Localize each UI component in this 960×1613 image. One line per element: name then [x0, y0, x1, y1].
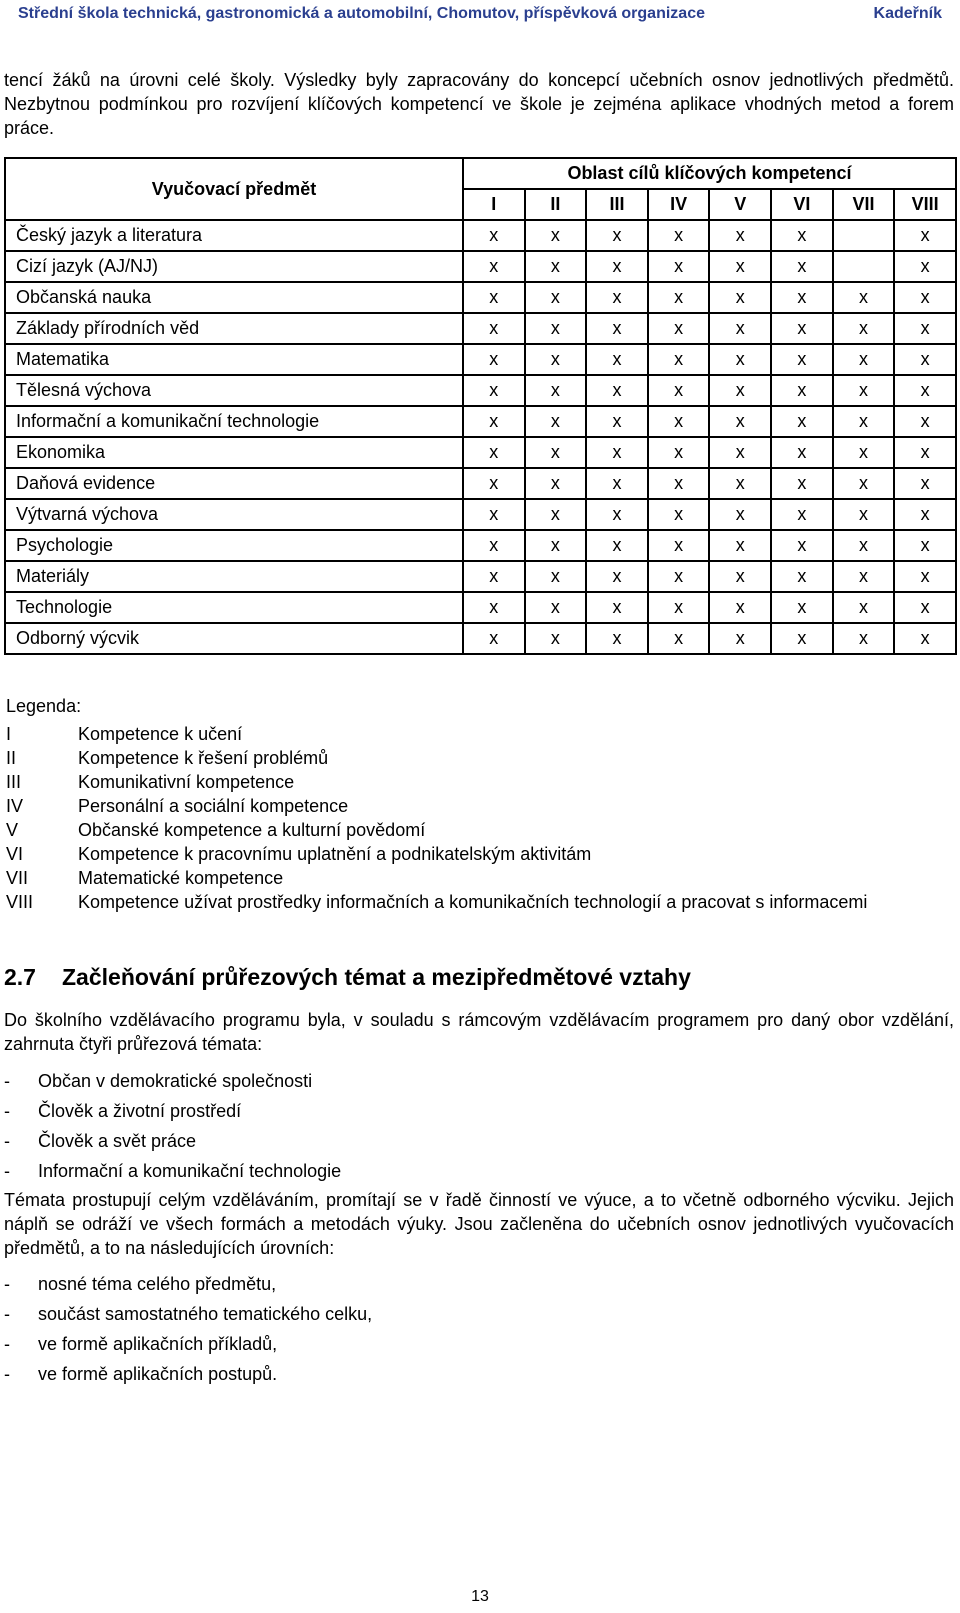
legend-text: Kompetence k řešení problémů	[78, 748, 329, 768]
competence-mark-cell: x	[771, 344, 833, 375]
list-item	[4, 1269, 372, 1299]
themes-list	[4, 1066, 341, 1186]
competence-mark-cell: x	[771, 623, 833, 654]
competence-mark-cell: x	[648, 437, 710, 468]
competence-mark-cell: x	[586, 375, 648, 406]
table-body	[5, 220, 956, 654]
section-heading	[4, 964, 691, 991]
legend-code: III	[6, 772, 22, 792]
competence-mark-cell: x	[894, 592, 956, 623]
competence-mark-cell: x	[709, 313, 771, 344]
page-header	[0, 0, 960, 28]
legend-item	[6, 842, 868, 866]
competence-mark-cell: x	[463, 344, 525, 375]
competence-mark-cell: x	[463, 282, 525, 313]
competence-mark-cell: x	[709, 499, 771, 530]
subject-name-cell: Psychologie	[5, 530, 463, 561]
competence-mark-cell: x	[771, 499, 833, 530]
competence-mark-cell: x	[709, 623, 771, 654]
competence-mark-cell: x	[709, 344, 771, 375]
competence-mark-cell: x	[648, 592, 710, 623]
subject-name-cell: Český jazyk a literatura	[5, 220, 463, 251]
competence-mark-cell: x	[648, 623, 710, 654]
list-item-text: Člověk a životní prostředí	[38, 1100, 242, 1121]
competence-mark-cell: x	[463, 592, 525, 623]
list-item-text: Informační a komunikační technologie	[38, 1160, 342, 1181]
competence-mark-cell: x	[648, 561, 710, 592]
competence-mark-cell: x	[771, 530, 833, 561]
table-row	[5, 251, 956, 282]
competence-mark-cell: x	[525, 499, 587, 530]
list-item	[4, 1156, 341, 1186]
subject-name-cell: Materiály	[5, 561, 463, 592]
competence-column-header: IV	[648, 189, 710, 220]
table-row	[5, 282, 956, 313]
competence-mark-cell: x	[648, 313, 710, 344]
competence-mark-cell: x	[648, 251, 710, 282]
list-item	[4, 1299, 372, 1329]
list-item-text: nosné téma celého předmětu,	[38, 1273, 277, 1294]
competence-mark-cell: x	[463, 375, 525, 406]
legend-text: Komunikativní kompetence	[78, 772, 295, 792]
competence-column-header: II	[525, 189, 587, 220]
list-item	[4, 1329, 372, 1359]
competence-column-header: V	[709, 189, 771, 220]
subject-name-cell: Výtvarná výchova	[5, 499, 463, 530]
competence-mark-cell: x	[586, 561, 648, 592]
list-bullet: -	[4, 1130, 10, 1151]
table-row	[5, 530, 956, 561]
competence-mark-cell: x	[709, 375, 771, 406]
competence-mark-cell: x	[894, 468, 956, 499]
competence-mark-cell: x	[709, 437, 771, 468]
legend-text: Kompetence k pracovnímu uplatnění a podnikatelským aktivitám	[78, 844, 592, 864]
competence-mark-cell: x	[525, 623, 587, 654]
table-header-row	[5, 158, 956, 189]
header-school-name: Střední škola technická, gastronomická a automobilní, Chomutov, příspěvková organizace	[18, 5, 705, 22]
competence-mark-cell: x	[648, 499, 710, 530]
subject-name-cell: Odborný výcvik	[5, 623, 463, 654]
competence-mark-cell: x	[586, 282, 648, 313]
competence-mark-cell: x	[525, 561, 587, 592]
competence-mark-cell: x	[586, 499, 648, 530]
legend-item	[6, 722, 868, 746]
competence-mark-cell: x	[833, 282, 895, 313]
competence-mark-cell: x	[586, 468, 648, 499]
legend-text: Matematické kompetence	[78, 868, 284, 888]
competence-mark-cell: x	[463, 220, 525, 251]
competence-mark-cell: x	[771, 468, 833, 499]
competence-mark-cell: x	[894, 313, 956, 344]
list-bullet: -	[4, 1333, 10, 1354]
competence-mark-cell: x	[771, 561, 833, 592]
table-row	[5, 499, 956, 530]
legend-code: II	[6, 748, 17, 768]
list-bullet: -	[4, 1363, 10, 1384]
legend-text: Personální a sociální kompetence	[78, 796, 349, 816]
list-item	[4, 1096, 341, 1126]
competence-mark-cell: x	[894, 623, 956, 654]
competence-table	[4, 157, 957, 655]
table-row	[5, 220, 956, 251]
competence-mark-cell: x	[833, 344, 895, 375]
subject-name-cell: Cizí jazyk (AJ/NJ)	[5, 251, 463, 282]
table-row	[5, 375, 956, 406]
table-row	[5, 592, 956, 623]
table-row	[5, 468, 956, 499]
paragraph-themes-integration: Témata prostupují celým vzděláváním, promítají se v řadě činností ve výuce, a to včetně odborného výcviku. Jejich náplň se odráží ve všech formách a metodách výuky. Jsou začleněna do učebních osnov jednotlivých vyučovacích předmětů, a to na následujících úrovních:	[4, 1190, 954, 1258]
competence-mark-cell: x	[833, 561, 895, 592]
competence-mark-cell: x	[894, 530, 956, 561]
competence-mark-cell: x	[525, 437, 587, 468]
competence-mark-cell: x	[709, 406, 771, 437]
competence-mark-cell: x	[894, 406, 956, 437]
page-number: 13	[471, 1588, 489, 1605]
competence-column-header: I	[463, 189, 525, 220]
subject-name-cell: Základy přírodních věd	[5, 313, 463, 344]
list-item	[4, 1126, 341, 1156]
paragraph-crosscutting-themes: Do školního vzdělávacího programu byla, v souladu s rámcovým vzdělávacím programem pro daný obor vzdělání, zahrnuta čtyři průřezová témata:	[4, 1010, 954, 1054]
competence-mark-cell: x	[525, 592, 587, 623]
competence-mark-cell: x	[463, 499, 525, 530]
legend-item	[6, 746, 868, 770]
competence-mark-cell: x	[771, 282, 833, 313]
list-item-text: ve formě aplikačních postupů.	[38, 1363, 278, 1384]
competence-mark-cell: x	[463, 561, 525, 592]
competence-mark-cell: x	[586, 220, 648, 251]
legend-list	[6, 722, 868, 914]
competence-mark-cell: x	[525, 313, 587, 344]
competence-mark-cell: x	[463, 406, 525, 437]
competence-mark-cell: x	[894, 375, 956, 406]
table-row	[5, 344, 956, 375]
competence-mark-cell: x	[709, 282, 771, 313]
competence-mark-cell: x	[833, 499, 895, 530]
competence-mark-cell: x	[525, 220, 587, 251]
intro-paragraph: tencí žáků na úrovni celé školy. Výsledky byly zapracovány do koncepcí učebních osnov jednotlivých předmětů. Nezbytnou podmínkou pro rozvíjení klíčových kompetencí ve škole je zejména aplikace vhodných metod a forem práce.	[4, 70, 954, 138]
legend-item	[6, 818, 868, 842]
competence-mark-cell: x	[463, 313, 525, 344]
legend-code: VI	[6, 844, 24, 864]
legend-code: IV	[6, 796, 24, 816]
subject-name-cell: Informační a komunikační technologie	[5, 406, 463, 437]
competence-mark-cell: x	[894, 499, 956, 530]
competence-mark-cell	[833, 251, 895, 282]
competence-mark-cell: x	[709, 561, 771, 592]
subject-name-cell: Ekonomika	[5, 437, 463, 468]
legend-item	[6, 794, 868, 818]
competence-column-header: III	[586, 189, 648, 220]
table-row	[5, 623, 956, 654]
competence-mark-cell: x	[463, 437, 525, 468]
section-number: 2.7	[4, 964, 36, 990]
competence-mark-cell: x	[648, 282, 710, 313]
competence-mark-cell: x	[894, 437, 956, 468]
competence-mark-cell: x	[525, 468, 587, 499]
competence-mark-cell: x	[525, 282, 587, 313]
legend-code: VIII	[6, 892, 34, 912]
legend-code: I	[6, 724, 12, 744]
competence-mark-cell: x	[463, 623, 525, 654]
competence-mark-cell: x	[648, 468, 710, 499]
competence-mark-cell: x	[894, 220, 956, 251]
table-row	[5, 437, 956, 468]
competence-mark-cell: x	[833, 623, 895, 654]
legend-item	[6, 890, 868, 914]
competence-mark-cell: x	[709, 592, 771, 623]
competence-mark-cell: x	[894, 251, 956, 282]
legend-item	[6, 770, 868, 794]
competence-mark-cell	[833, 220, 895, 251]
competence-mark-cell: x	[586, 623, 648, 654]
subject-name-cell: Tělesná výchova	[5, 375, 463, 406]
table-row	[5, 406, 956, 437]
list-item-text: Občan v demokratické společnosti	[38, 1070, 313, 1091]
competence-column-header: VII	[833, 189, 895, 220]
competence-column-header: VIII	[894, 189, 956, 220]
list-bullet: -	[4, 1303, 10, 1324]
competence-mark-cell: x	[833, 592, 895, 623]
competence-mark-cell: x	[648, 220, 710, 251]
legend-code: V	[6, 820, 19, 840]
competence-mark-cell: x	[833, 468, 895, 499]
competence-mark-cell: x	[833, 530, 895, 561]
table-row	[5, 561, 956, 592]
competence-mark-cell: x	[709, 530, 771, 561]
legend-text: Občanské kompetence a kulturní povědomí	[78, 820, 426, 840]
competence-mark-cell: x	[894, 344, 956, 375]
competence-mark-cell: x	[586, 437, 648, 468]
list-item-text: součást samostatného tematického celku,	[38, 1303, 373, 1324]
legend-title: Legenda:	[6, 696, 82, 716]
legend-text: Kompetence k učení	[78, 724, 243, 744]
subject-name-cell: Občanská nauka	[5, 282, 463, 313]
competence-mark-cell: x	[463, 251, 525, 282]
list-item	[4, 1359, 372, 1389]
list-bullet: -	[4, 1273, 10, 1294]
competence-mark-cell: x	[709, 468, 771, 499]
competence-mark-cell: x	[648, 530, 710, 561]
competence-mark-cell: x	[771, 220, 833, 251]
subject-name-cell: Matematika	[5, 344, 463, 375]
competence-column-header: VI	[771, 189, 833, 220]
competence-mark-cell: x	[586, 406, 648, 437]
competence-mark-cell: x	[525, 251, 587, 282]
legend-code: VII	[6, 868, 29, 888]
competence-mark-cell: x	[833, 437, 895, 468]
legend-text: Kompetence užívat prostředky informačních a komunikačních technologií a pracovat s informacemi	[78, 892, 868, 912]
competence-mark-cell: x	[894, 561, 956, 592]
subject-name-cell: Daňová evidence	[5, 468, 463, 499]
competence-mark-cell: x	[771, 375, 833, 406]
competence-mark-cell: x	[648, 375, 710, 406]
table-row	[5, 313, 956, 344]
competence-mark-cell: x	[463, 530, 525, 561]
section-title-text: Začleňování průřezových témat a mezipředmětové vztahy	[62, 964, 691, 990]
competence-mark-cell: x	[586, 530, 648, 561]
competence-mark-cell: x	[771, 406, 833, 437]
list-bullet: -	[4, 1100, 10, 1121]
list-bullet: -	[4, 1070, 10, 1091]
competence-mark-cell: x	[525, 406, 587, 437]
competence-mark-cell: x	[648, 344, 710, 375]
competence-area-header: Oblast cílů klíčových kompetencí	[463, 158, 956, 189]
competence-mark-cell: x	[586, 313, 648, 344]
competence-mark-cell: x	[771, 251, 833, 282]
subject-column-header: Vyučovací předmět	[5, 158, 463, 220]
list-item-text: Člověk a svět práce	[38, 1130, 197, 1151]
list-bullet: -	[4, 1160, 10, 1181]
competence-mark-cell: x	[586, 251, 648, 282]
levels-list	[4, 1269, 372, 1389]
competence-mark-cell: x	[709, 220, 771, 251]
list-item	[4, 1066, 341, 1096]
competence-mark-cell: x	[894, 282, 956, 313]
competence-mark-cell: x	[833, 406, 895, 437]
competence-mark-cell: x	[463, 468, 525, 499]
legend-item	[6, 866, 868, 890]
competence-mark-cell: x	[586, 592, 648, 623]
header-program-name: Kadeřník	[873, 5, 942, 22]
competence-mark-cell: x	[648, 406, 710, 437]
competence-mark-cell: x	[833, 375, 895, 406]
competence-mark-cell: x	[525, 344, 587, 375]
list-item-text: ve formě aplikačních příkladů,	[38, 1333, 278, 1354]
competence-mark-cell: x	[586, 344, 648, 375]
competence-mark-cell: x	[525, 530, 587, 561]
competence-mark-cell: x	[709, 251, 771, 282]
competence-mark-cell: x	[771, 437, 833, 468]
competence-mark-cell: x	[771, 592, 833, 623]
competence-mark-cell: x	[525, 375, 587, 406]
competence-mark-cell: x	[833, 313, 895, 344]
competence-mark-cell: x	[771, 313, 833, 344]
subject-name-cell: Technologie	[5, 592, 463, 623]
